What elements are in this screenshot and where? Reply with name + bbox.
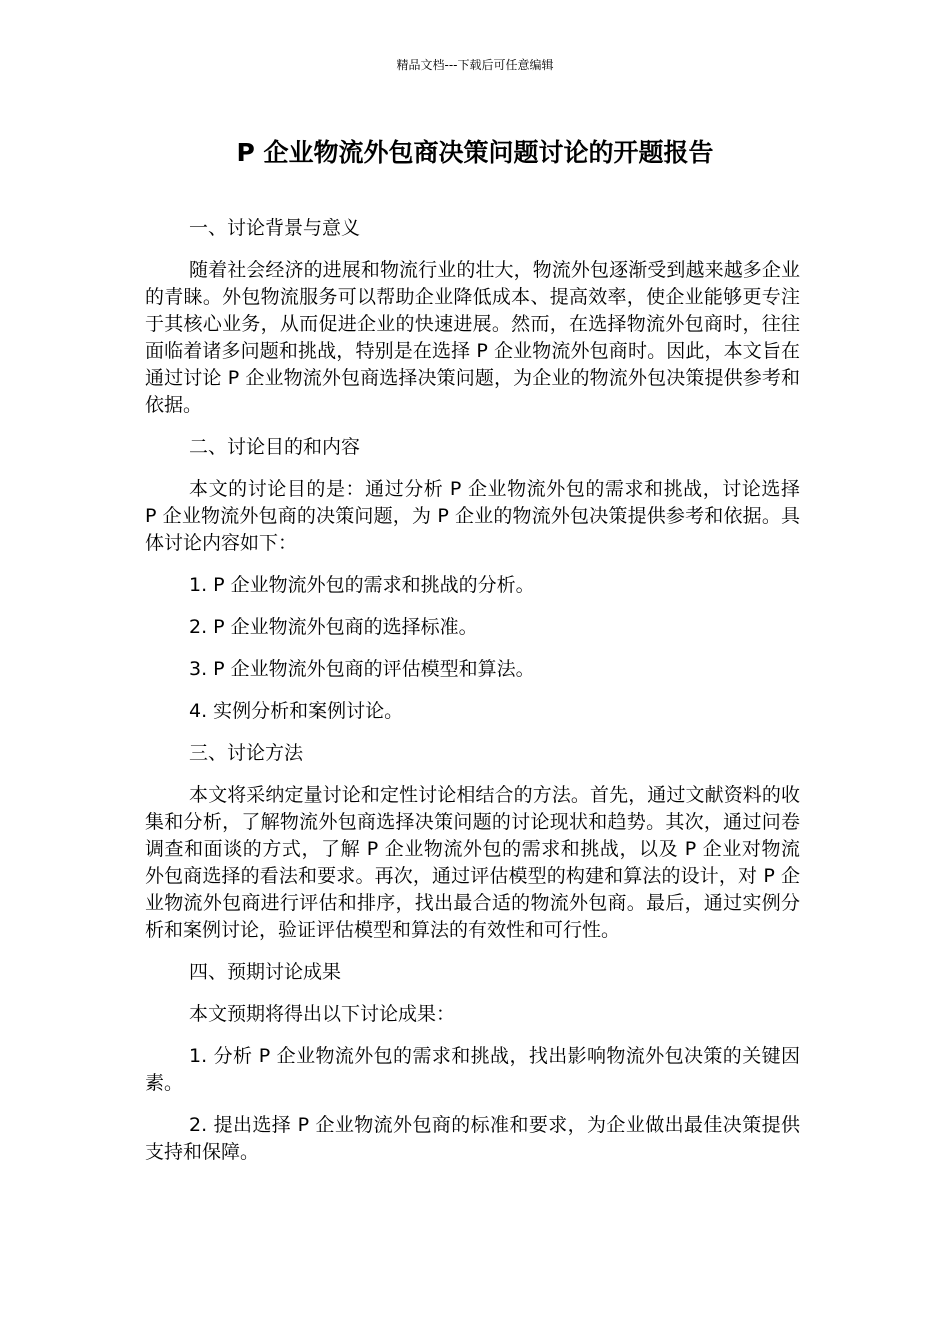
section-paragraph-methods: 本文将采纳定量讨论和定性讨论相结合的方法。首先，通过文献资料的收集和分析，了解物流外包商选择决策问题的讨论现状和趋势。其次，通过问卷调查和面谈的方式，了解 P 企业物流外包的需求和挑战，以及 P 企业对物流外包商选择的看法和要求。再次，通过评估模型的构建和算法的设计，对 P 企业物流外包商进行评估和排序，找出最合适的物流外包商。最后，通过实例分析和案例讨论，验证评估模型和算法的有效性和可行性。 xyxy=(145,784,800,941)
list-item: 4. 实例分析和案例讨论。 xyxy=(189,700,404,722)
list-item: 1. 分析 P 企业物流外包的需求和挑战，找出影响物流外包决策的关键因素。 xyxy=(145,1045,800,1094)
section-heading-outcomes: 四、预期讨论成果 xyxy=(189,961,342,983)
section-heading-objectives: 二、讨论目的和内容 xyxy=(189,436,361,458)
section-paragraph-objectives: 本文的讨论目的是：通过分析 P 企业物流外包的需求和挑战，讨论选择 P 企业物流外包商的决策问题，为 P 企业的物流外包决策提供参考和依据。具体讨论内容如下： xyxy=(145,478,800,554)
section-paragraph-background: 随着社会经济的进展和物流行业的壮大，物流外包逐渐受到越来越多企业的青睐。外包物流服务可以帮助企业降低成本、提高效率，使企业能够更专注于其核心业务，从而促进企业的快速进展。然而，在选择物流外包商时，往往面临着诸多问题和挑战，特别是在选择 P 企业物流外包商时。因此，本文旨在通过讨论 P 企业物流外包商选择决策问题，为企业的物流外包决策提供参考和依据。 xyxy=(145,259,800,416)
document-title: P 企业物流外包商决策问题讨论的开题报告 xyxy=(236,138,714,167)
section-heading-methods: 三、讨论方法 xyxy=(189,742,304,764)
list-item: 2. P 企业物流外包商的选择标准。 xyxy=(189,616,478,638)
list-item: 2. 提出选择 P 企业物流外包商的标准和要求，为企业做出最佳决策提供支持和保障。 xyxy=(145,1114,800,1163)
section-paragraph-outcomes: 本文预期将得出以下讨论成果： xyxy=(189,1003,456,1025)
list-item: 1. P 企业物流外包的需求和挑战的分析。 xyxy=(189,574,535,596)
page-header: 精品文档---下载后可任意编辑 xyxy=(396,58,554,72)
list-item: 3. P 企业物流外包商的评估模型和算法。 xyxy=(189,658,535,680)
section-heading-background: 一、讨论背景与意义 xyxy=(189,217,361,239)
document-body xyxy=(145,215,800,1181)
